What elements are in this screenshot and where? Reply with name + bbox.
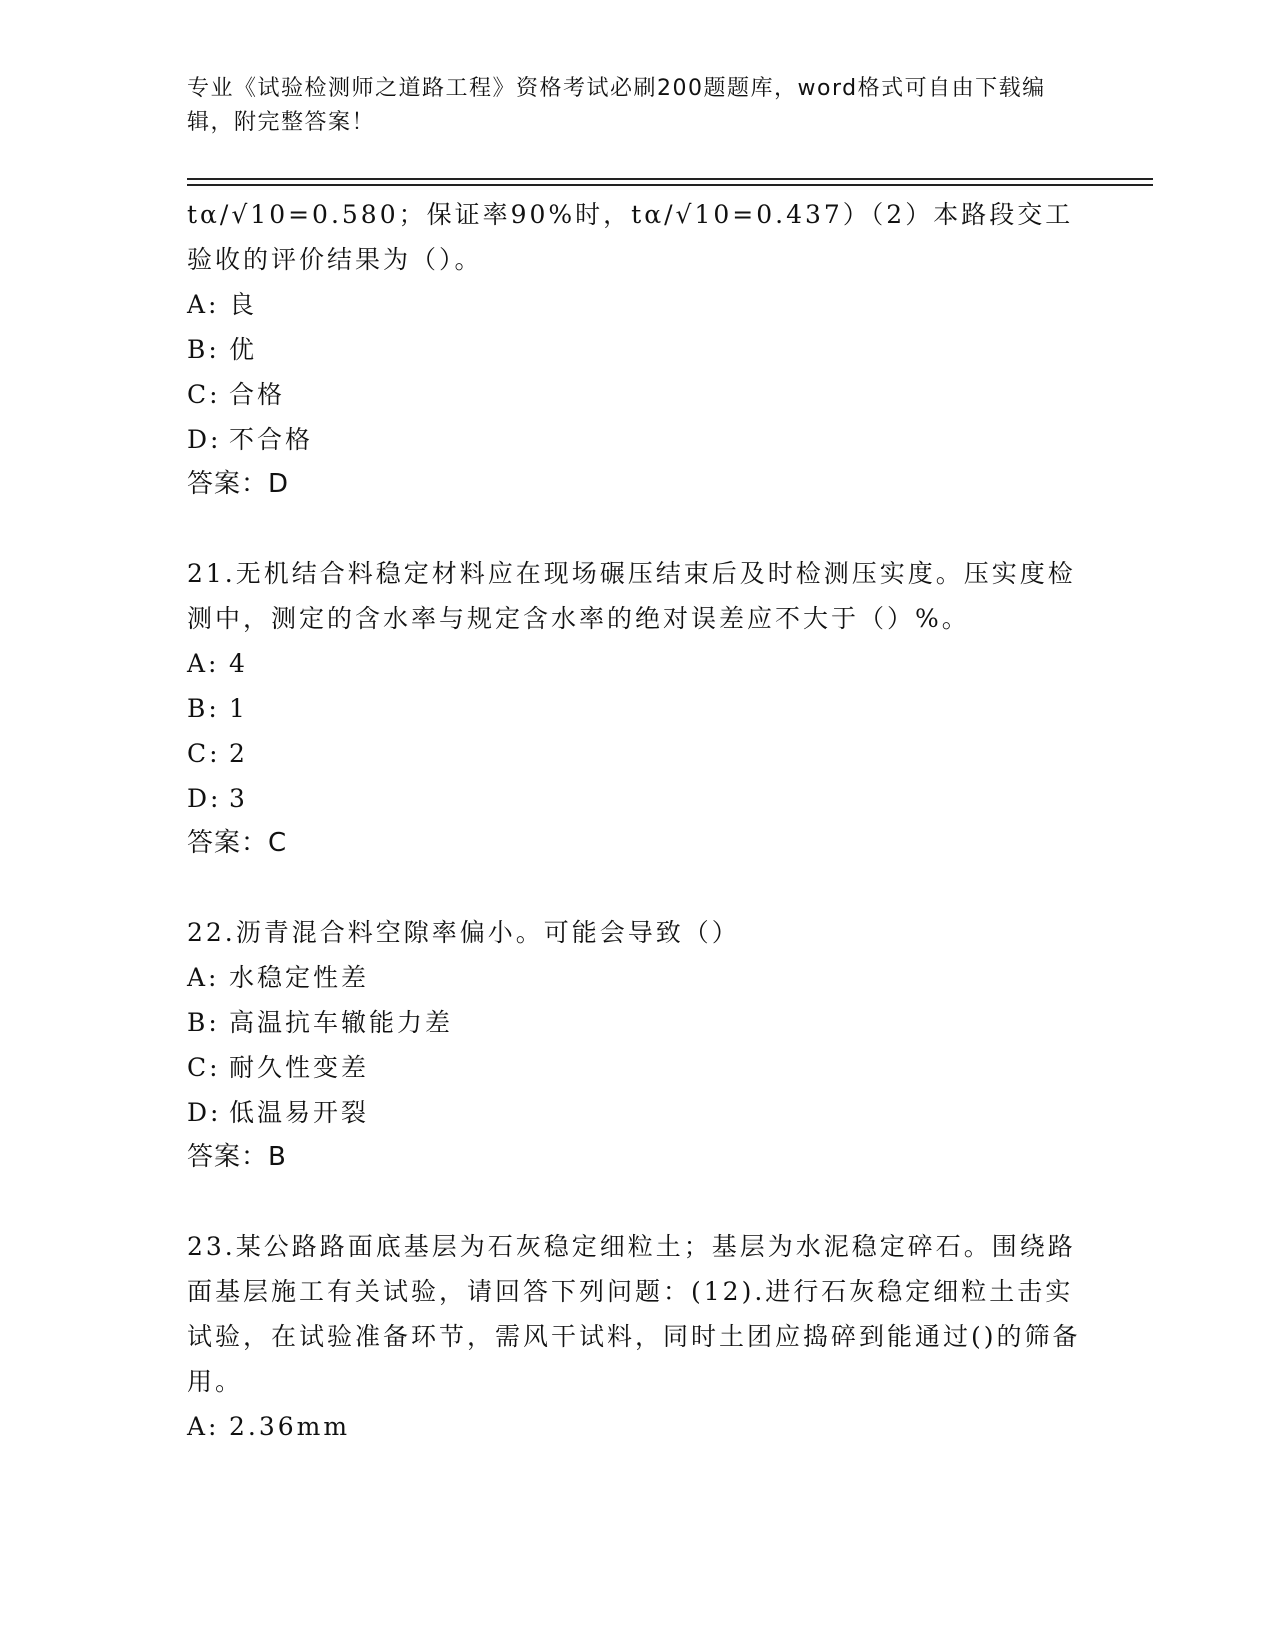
option-text: 4 [229,649,248,678]
document-header: 专业《试验检测师之道路工程》资格考试必刷200题题库，word格式可自由下载编辑，附完整答案！ [187,76,1046,135]
answer: 答案：D [187,469,290,499]
option-label: B: [187,694,220,723]
option-label: A: [187,649,220,678]
option-c [187,731,1087,776]
option-b [187,1000,1087,1045]
question-stem: tα/√10=0.580；保证率90%时，tα/√10=0.437）（2）本路段交工验收的评价结果为（）。 [187,200,1074,274]
option-text: 3 [229,784,248,813]
option-label: B: [187,1008,220,1037]
option-a [187,1404,1087,1449]
option-d [187,417,1087,462]
question-23 [187,1224,1087,1449]
option-label: D: [187,1098,222,1127]
answer: 答案：B [187,1142,287,1172]
option-label: A: [187,1412,220,1441]
option-text: 低温易开裂 [229,1098,370,1127]
option-text: 高温抗车辙能力差 [229,1008,454,1037]
option-d [187,1090,1087,1135]
option-label: C: [187,380,221,409]
option-a [187,282,1087,327]
question-20 [187,192,1087,507]
header-divider-bottom [187,184,1153,186]
spacer [187,1180,1087,1224]
option-label: A: [187,290,220,319]
option-c [187,372,1087,417]
option-label: C: [187,739,221,768]
answer: 答案：C [187,828,288,858]
option-d [187,776,1087,821]
option-text: 1 [229,694,248,723]
question-list [187,192,1087,1449]
option-label: D: [187,425,222,454]
option-text: 水稳定性差 [229,963,370,992]
spacer [187,866,1087,910]
option-b [187,686,1087,731]
spacer [187,507,1087,551]
question-21 [187,551,1087,866]
header-divider-top [187,178,1153,180]
option-a [187,955,1087,1000]
question-stem: 22.沥青混合料空隙率偏小。可能会导致（） [187,918,740,947]
option-label: D: [187,784,222,813]
option-label: C: [187,1053,221,1082]
option-label: A: [187,963,220,992]
question-22 [187,910,1087,1180]
option-b [187,327,1087,372]
question-stem: 21.无机结合料稳定材料应在现场碾压结束后及时检测压实度。压实度检测中，测定的含水率与规定含水率的绝对误差应不大于（）%。 [187,559,1076,633]
option-text: 合格 [229,380,286,409]
option-label: B: [187,335,220,364]
option-text: 良 [229,290,258,319]
option-text: 优 [229,335,258,364]
option-text: 2.36mm [229,1412,351,1441]
option-text: 不合格 [229,425,314,454]
option-text: 2 [229,739,248,768]
option-text: 耐久性变差 [229,1053,370,1082]
question-stem: 23.某公路路面底基层为石灰稳定细粒土；基层为水泥稳定碎石。围绕路面基层施工有关试验，请回答下列问题：(12).进行石灰稳定细粒土击实试验，在试验准备环节，需风干试料，同时土团应捣碎到能通过()的筛备用。 [187,1232,1081,1396]
option-c [187,1045,1087,1090]
option-a [187,641,1087,686]
